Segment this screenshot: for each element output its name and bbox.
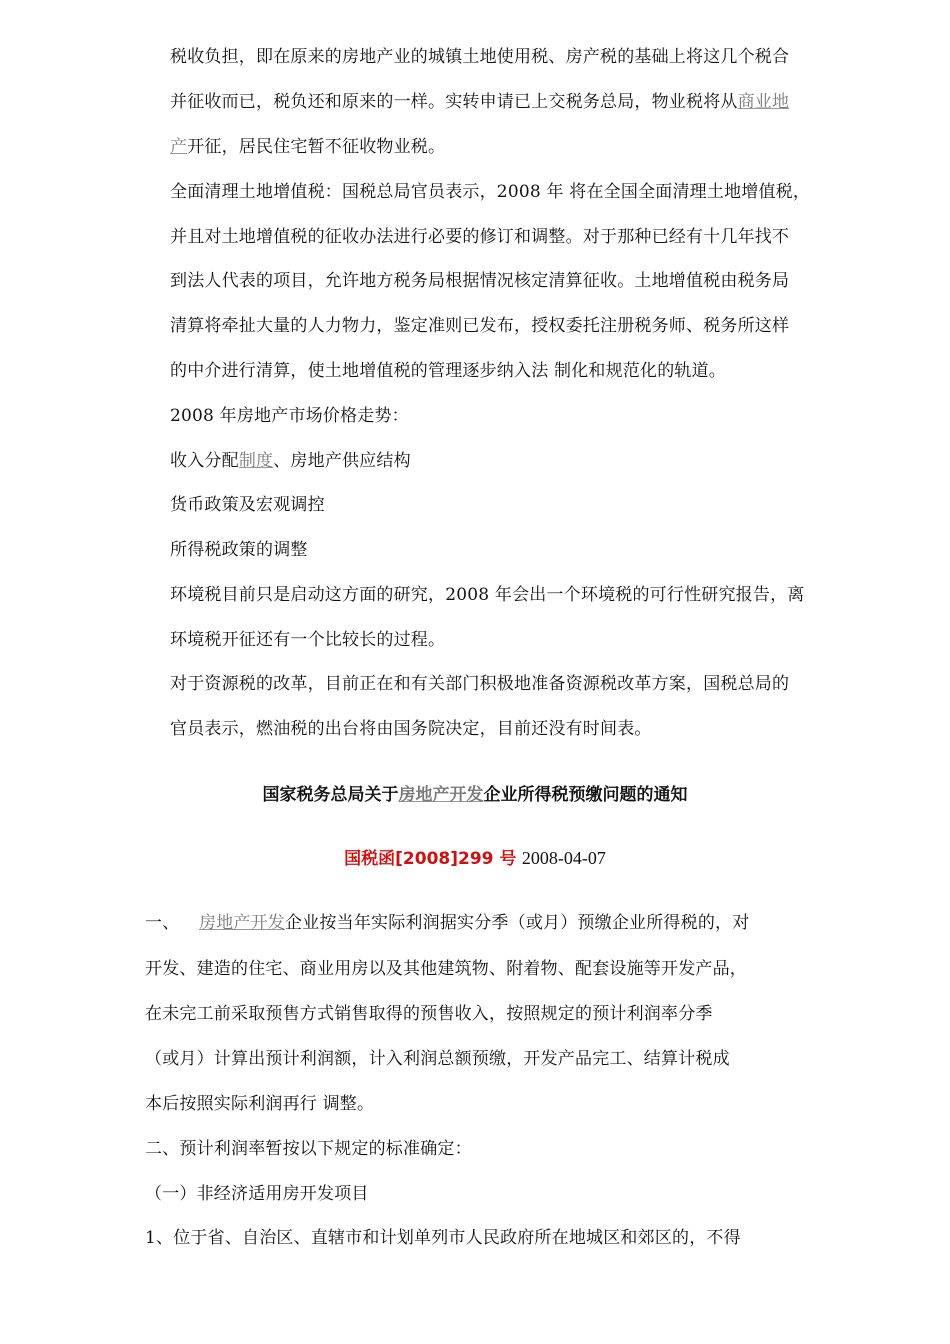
- link-real-estate-development-2[interactable]: 房地产开发: [199, 913, 286, 933]
- link-system[interactable]: 制度: [238, 451, 274, 471]
- text-span: 开征，居民住宅暂不征收物业税。: [187, 137, 446, 157]
- text-line: 税收负担，即在原来的房地产业的城镇土地使用税、房产税的基础上将这几个税合: [170, 47, 790, 67]
- text-line: 到法人代表的项目，允许地方税务局根据情况核定清算征收。土地增值税由税务局: [170, 271, 790, 291]
- text-span: 企业按当年实际利润据实分季（或月）预缴企业所得税的，对: [285, 913, 750, 933]
- text-line: 二、预计利润率暂按以下规定的标准确定：: [145, 1139, 472, 1159]
- text-line: 官员表示，燃油税的出台将由国务院决定，目前还没有时间表。: [170, 719, 652, 739]
- text-span: 并征收而已，税负还和原来的一样。实转申请已上交税务总局，物业税将从: [170, 92, 738, 112]
- text-line: 货币政策及宏观调控: [170, 495, 325, 515]
- text-line: [170, 136, 445, 158]
- text-span: 、房地产供应结构: [273, 451, 411, 471]
- text-line: 在未完工前采取预售方式销售取得的预售收入，按照规定的预计利润率分季: [145, 1004, 713, 1024]
- text-line: 所得税政策的调整: [170, 540, 308, 560]
- item-number: 一、: [145, 913, 180, 933]
- text-line: [170, 91, 789, 113]
- title-span: 国家税务总局关于: [262, 785, 399, 805]
- text-line: 并且对土地增值税的征收办法进行必要的修订和调整。对于那种已经有十几年找不: [170, 227, 790, 247]
- link-commercial-real-estate[interactable]: 商业地: [737, 92, 790, 112]
- document-number: 国税函[2008]299 号: [344, 849, 517, 869]
- notice-title: [0, 784, 950, 806]
- text-line: [170, 450, 411, 472]
- text-line: 本后按照实际利润再行 调整。: [145, 1094, 375, 1114]
- text-line: 1、位于省、自治区、直辖市和计划单列市人民政府所在地城区和郊区的，不得: [145, 1228, 741, 1248]
- title-span: 企业所得税预缴问题的通知: [483, 785, 688, 805]
- document-number-line: [0, 847, 950, 870]
- link-commercial-real-estate-cont[interactable]: 产: [170, 137, 188, 157]
- text-line: （或月）计算出预计利润额，计入利润总额预缴，开发产品完工、结算计税成: [145, 1049, 730, 1069]
- text-line: 开发、建造的住宅、商业用房以及其他建筑物、附着物、配套设施等开发产品，: [145, 959, 747, 979]
- text-line: （一）非经济适用房开发项目: [145, 1184, 369, 1204]
- document-date: 2008-04-07: [521, 848, 606, 868]
- text-line: 2008 年房地产市场价格走势：: [170, 406, 409, 426]
- text-line: 对于资源税的改革，目前正在和有关部门积极地准备资源税改革方案，国税总局的: [170, 674, 790, 694]
- text-span: 收入分配: [170, 451, 239, 471]
- link-real-estate-development[interactable]: 房地产开发: [398, 785, 484, 805]
- text-line: 环境税开征还有一个比较长的过程。: [170, 630, 446, 650]
- text-line: 的中介进行清算，使土地增值税的管理逐步纳入法 制化和规范化的轨道。: [170, 361, 727, 381]
- text-line: 环境税目前只是启动这方面的研究，2008 年会出一个环境税的可行性研究报告，离: [170, 585, 805, 605]
- text-line: 全面清理土地增值税：国税总局官员表示，2008 年 将在全国全面清理土地增值税，: [170, 182, 811, 202]
- text-line: [145, 912, 749, 934]
- text-line: 清算将牵扯大量的人力物力，鉴定准则已发布，授权委托注册税务师、税务所这样: [170, 316, 790, 336]
